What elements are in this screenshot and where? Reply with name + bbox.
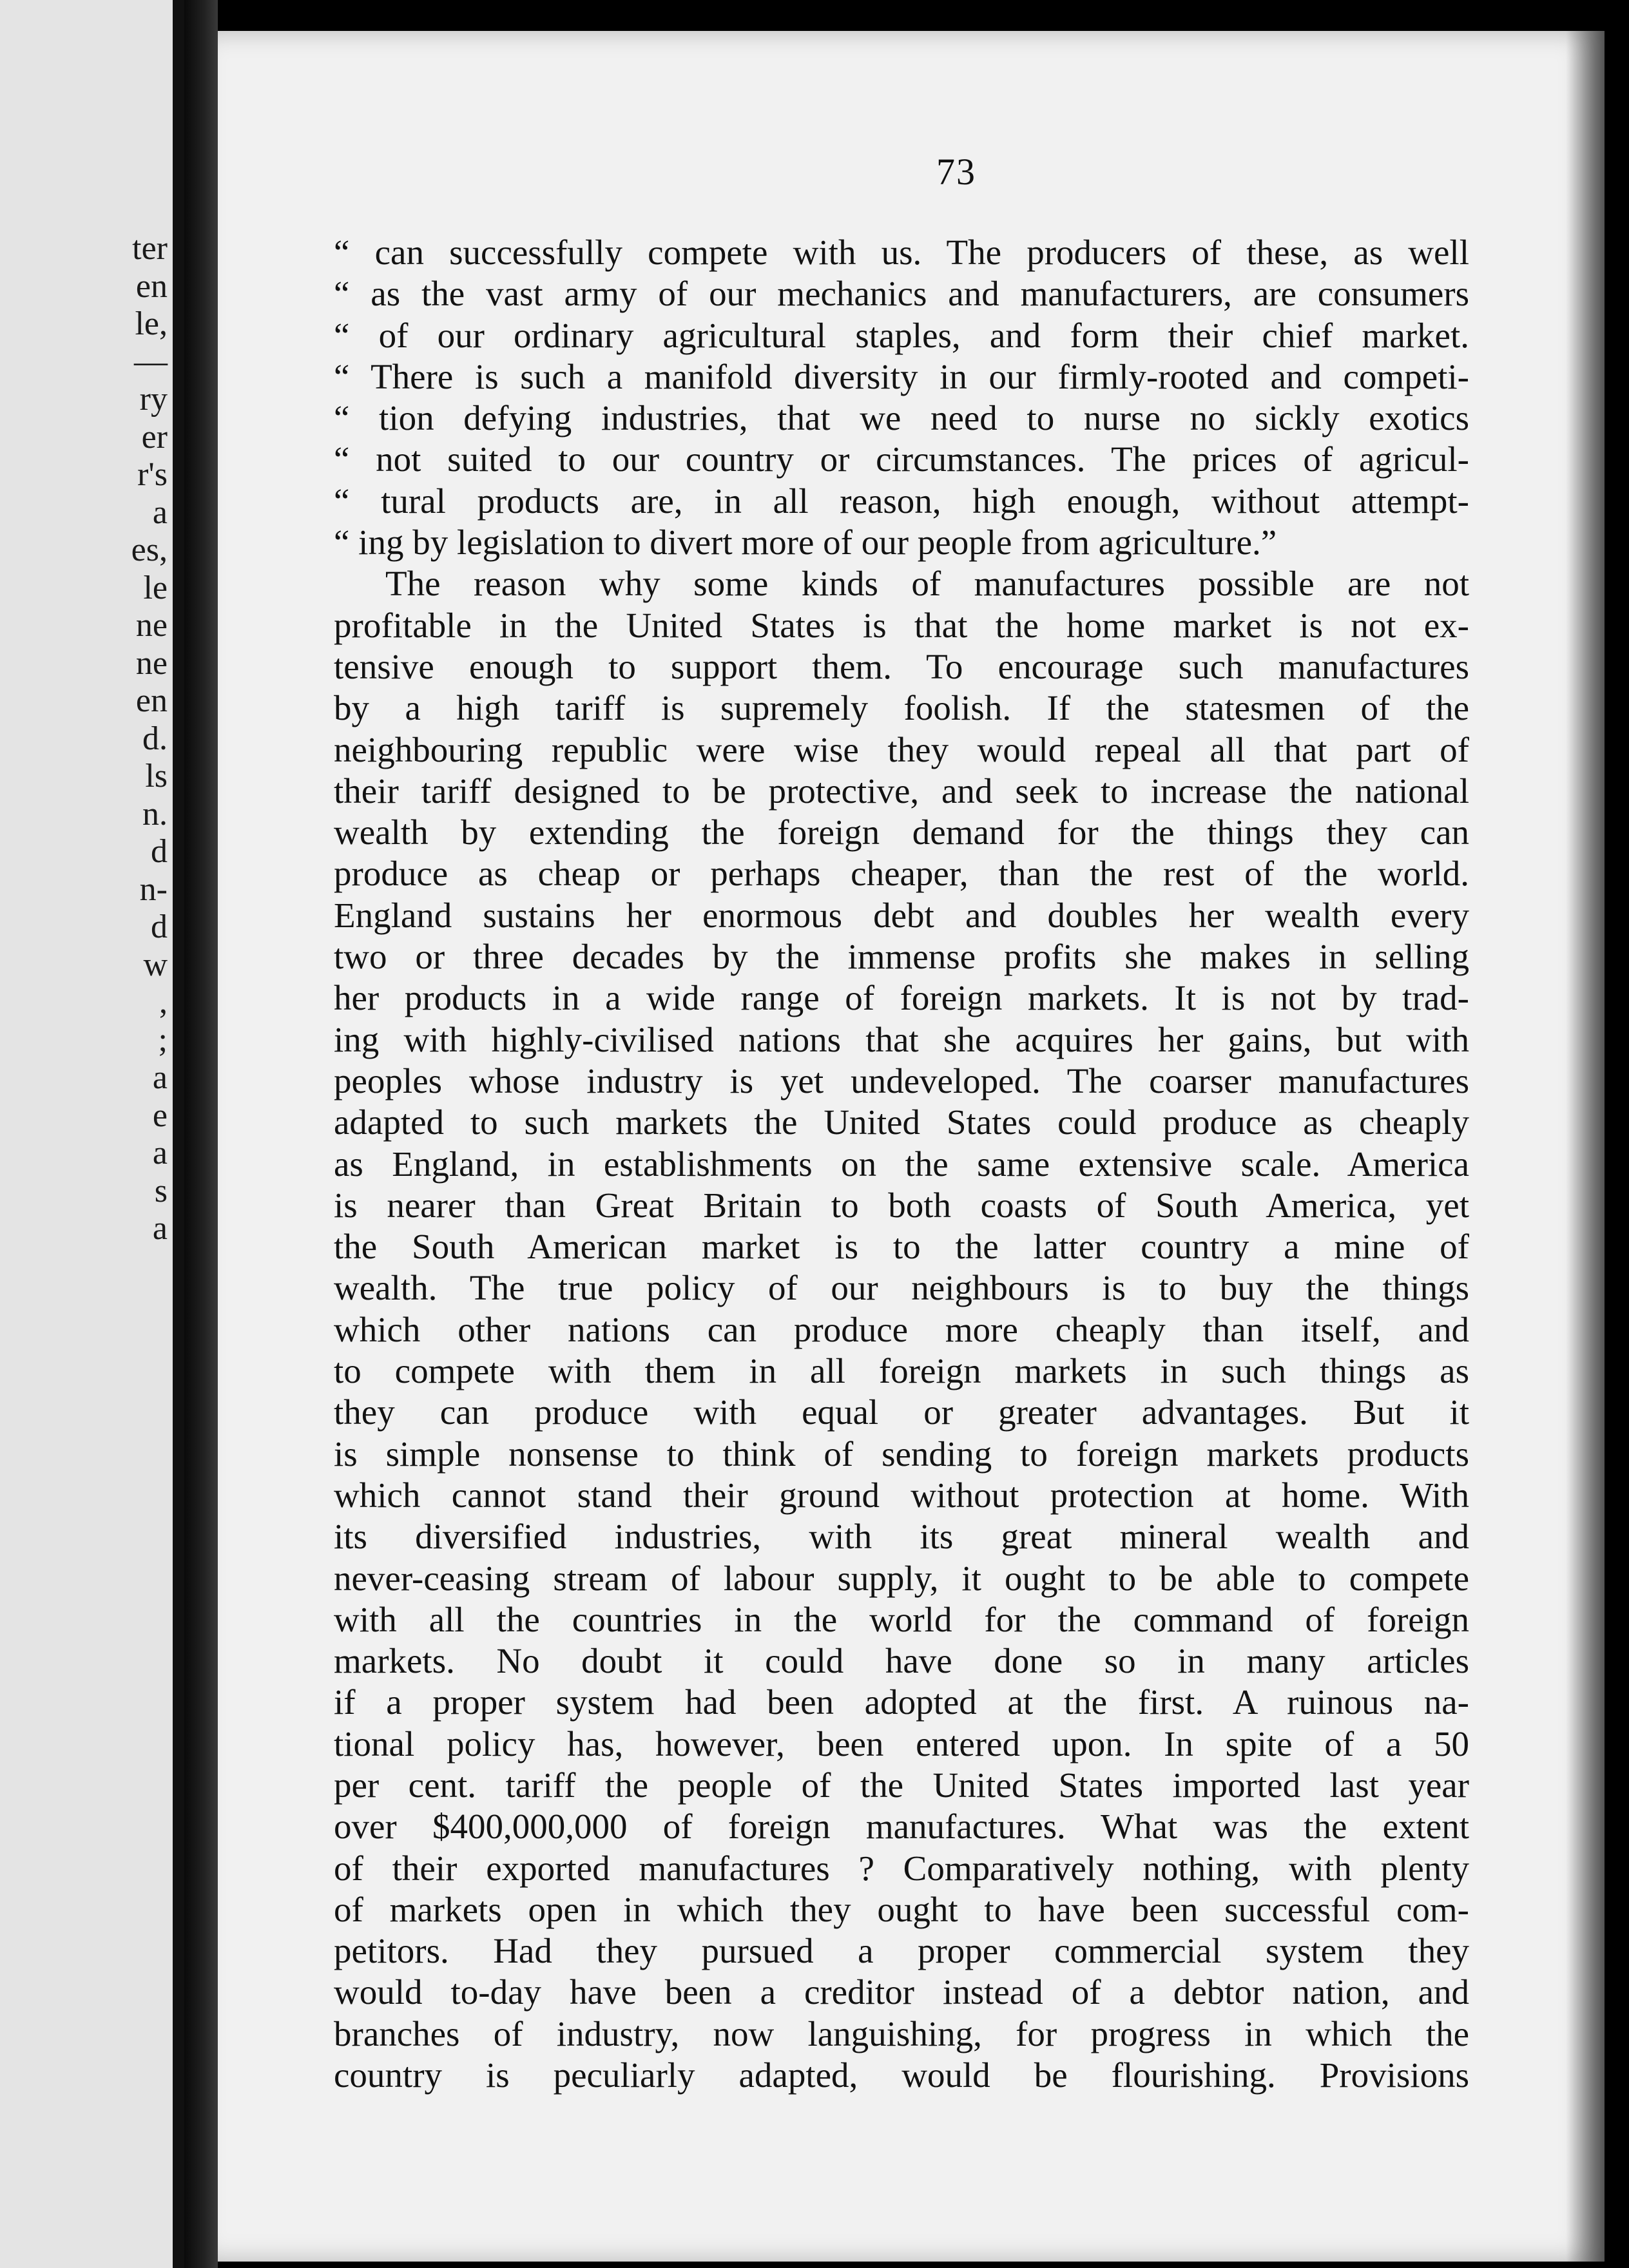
text-line: of their exported manufactures ? Comparatively nothing, with plenty xyxy=(334,1848,1469,1888)
text-line: of markets open in which they ought to have been successful com- xyxy=(334,1889,1469,1929)
text-line: country is peculiarly adapted, would be flourishing. Provisions xyxy=(334,2055,1469,2095)
book-gutter xyxy=(184,0,218,2268)
left-page-edge xyxy=(173,0,184,2268)
left-page-fragment: es, xyxy=(131,532,168,568)
page-right-edge-shadow xyxy=(1566,31,1605,2262)
text-line: which cannot stand their ground without protection at home. With xyxy=(334,1475,1469,1515)
left-page-fragment: ne xyxy=(135,644,168,682)
text-line: “ There is such a manifold diversity in our firmly-rooted and competi- xyxy=(334,356,1469,396)
text-line: “ can successfully compete with us. The producers of these, as well xyxy=(334,233,1469,272)
body-text xyxy=(334,232,1469,2096)
text-line: England sustains her enormous debt and doubles her wealth every xyxy=(334,895,1469,935)
left-page-fragment: a xyxy=(152,494,168,531)
text-line: her products in a wide range of foreign markets. It is not by trad- xyxy=(334,978,1469,1018)
text-line: as England, in establishments on the same extensive scale. America xyxy=(334,1144,1469,1184)
text-line: per cent. tariff the people of the United States imported last year xyxy=(334,1765,1469,1805)
text-line: its diversified industries, with its great mineral wealth and xyxy=(334,1517,1469,1557)
left-page-fragment: ; xyxy=(158,1021,168,1059)
text-line: branches of industry, now languishing, for progress in which the xyxy=(334,2013,1469,2053)
text-line: to compete with them in all foreign markets in such things as xyxy=(334,1351,1469,1391)
text-line: two or three decades by the immense profits she makes in selling xyxy=(334,937,1469,977)
left-page-fragment: d xyxy=(151,833,168,870)
left-page-fragment: d xyxy=(151,908,168,945)
text-line: tensive enough to support them. To encourage such manufactures xyxy=(334,646,1469,686)
text-line: “ not suited to our country or circumstances. The prices of agricul- xyxy=(334,439,1469,479)
left-page-fragment: ls xyxy=(145,758,168,794)
text-line: “ tion defying industries, that we need to nurse no sickly exotics xyxy=(334,398,1469,438)
text-line: is simple nonsense to think of sending to foreign markets products xyxy=(334,1434,1469,1474)
text-line: with all the countries in the world for the command of foreign xyxy=(334,1599,1469,1639)
left-page-fragment: ter xyxy=(132,230,168,267)
left-page-fragment: ne xyxy=(135,607,168,644)
text-line: “ tural products are, in all reason, high enough, without attempt- xyxy=(334,481,1469,521)
text-line: adapted to such markets the United States could produce as cheaply xyxy=(334,1102,1469,1142)
left-page-fragment: le xyxy=(143,569,168,606)
text-line: “ ing by legislation to divert more of our people from agriculture.” xyxy=(334,523,1277,562)
left-page-fragment: r's xyxy=(137,456,168,493)
text-line: profitable in the United States is that the home market is not ex- xyxy=(334,605,1469,645)
text-line: by a high tariff is supremely foolish. If the statesmen of the xyxy=(334,688,1469,728)
left-page-fragment: a xyxy=(152,1059,168,1096)
left-page-fragment: w xyxy=(143,946,168,983)
left-page-fragment: s xyxy=(154,1172,168,1209)
text-line: they can produce with equal or greater advantages. But it xyxy=(334,1392,1469,1432)
text-line: peoples whose industry is yet undeveloped. The coarser manufactures xyxy=(334,1061,1469,1100)
left-page-fragment: en xyxy=(135,682,168,719)
text-line: “ as the vast army of our mechanics and manufacturers, are consumers xyxy=(334,274,1469,314)
text-line: if a proper system had been adopted at the first. A ruinous na- xyxy=(334,1682,1469,1722)
text-line: petitors. Had they pursued a proper commercial system they xyxy=(334,1931,1469,1971)
left-page-fragment: en xyxy=(135,267,168,305)
left-page-fragment: n- xyxy=(139,870,168,908)
text-line: markets. No doubt it could have done so in many articles xyxy=(334,1641,1469,1681)
left-page-fragment: — xyxy=(134,343,168,380)
text-line: over $400,000,000 of foreign manufactures. What was the extent xyxy=(334,1807,1469,1847)
left-page-fragment: ry xyxy=(139,381,168,418)
left-page-fragment: , xyxy=(159,984,168,1021)
text-line: tional policy has, however, been entered upon. In spite of a 50 xyxy=(334,1724,1469,1763)
left-page-fragment: a xyxy=(152,1135,168,1171)
left-page-fragment: a xyxy=(152,1210,168,1247)
text-line: ing with highly-civilised nations that she acquires her gains, but with xyxy=(334,1019,1469,1059)
text-line: which other nations can produce more cheaply than itself, and xyxy=(334,1309,1469,1349)
text-line: neighbouring republic were wise they would repeal all that part of xyxy=(334,729,1469,769)
left-page-fragment: d. xyxy=(142,720,168,757)
left-page-fragment: le, xyxy=(135,305,168,342)
text-line: wealth. The true policy of our neighbours is to buy the things xyxy=(334,1268,1469,1308)
left-facing-page xyxy=(0,0,191,2268)
text-line: is nearer than Great Britain to both coasts of South America, yet xyxy=(334,1185,1469,1225)
text-line: “ of our ordinary agricultural staples, and form their chief market. xyxy=(334,315,1469,355)
text-line: The reason why some kinds of manufactures possible are not xyxy=(385,564,1469,604)
text-line: would to-day have been a creditor instead of a debtor nation, and xyxy=(334,1972,1469,2012)
left-page-fragment: n. xyxy=(142,795,168,832)
left-page-fragment: er xyxy=(141,418,168,456)
text-line: wealth by extending the foreign demand for the things they can xyxy=(334,812,1469,852)
left-page-fragment: e xyxy=(152,1097,168,1134)
text-line: produce as cheap or perhaps cheaper, than the rest of the world. xyxy=(334,854,1469,894)
main-page xyxy=(218,31,1605,2262)
text-line: their tariff designed to be protective, and seek to increase the national xyxy=(334,771,1469,811)
text-line: never-ceasing stream of labour supply, it ought to be able to compete xyxy=(334,1558,1469,1598)
text-line: the South American market is to the latter country a mine of xyxy=(334,1227,1469,1267)
page-number: 73 xyxy=(936,151,976,193)
